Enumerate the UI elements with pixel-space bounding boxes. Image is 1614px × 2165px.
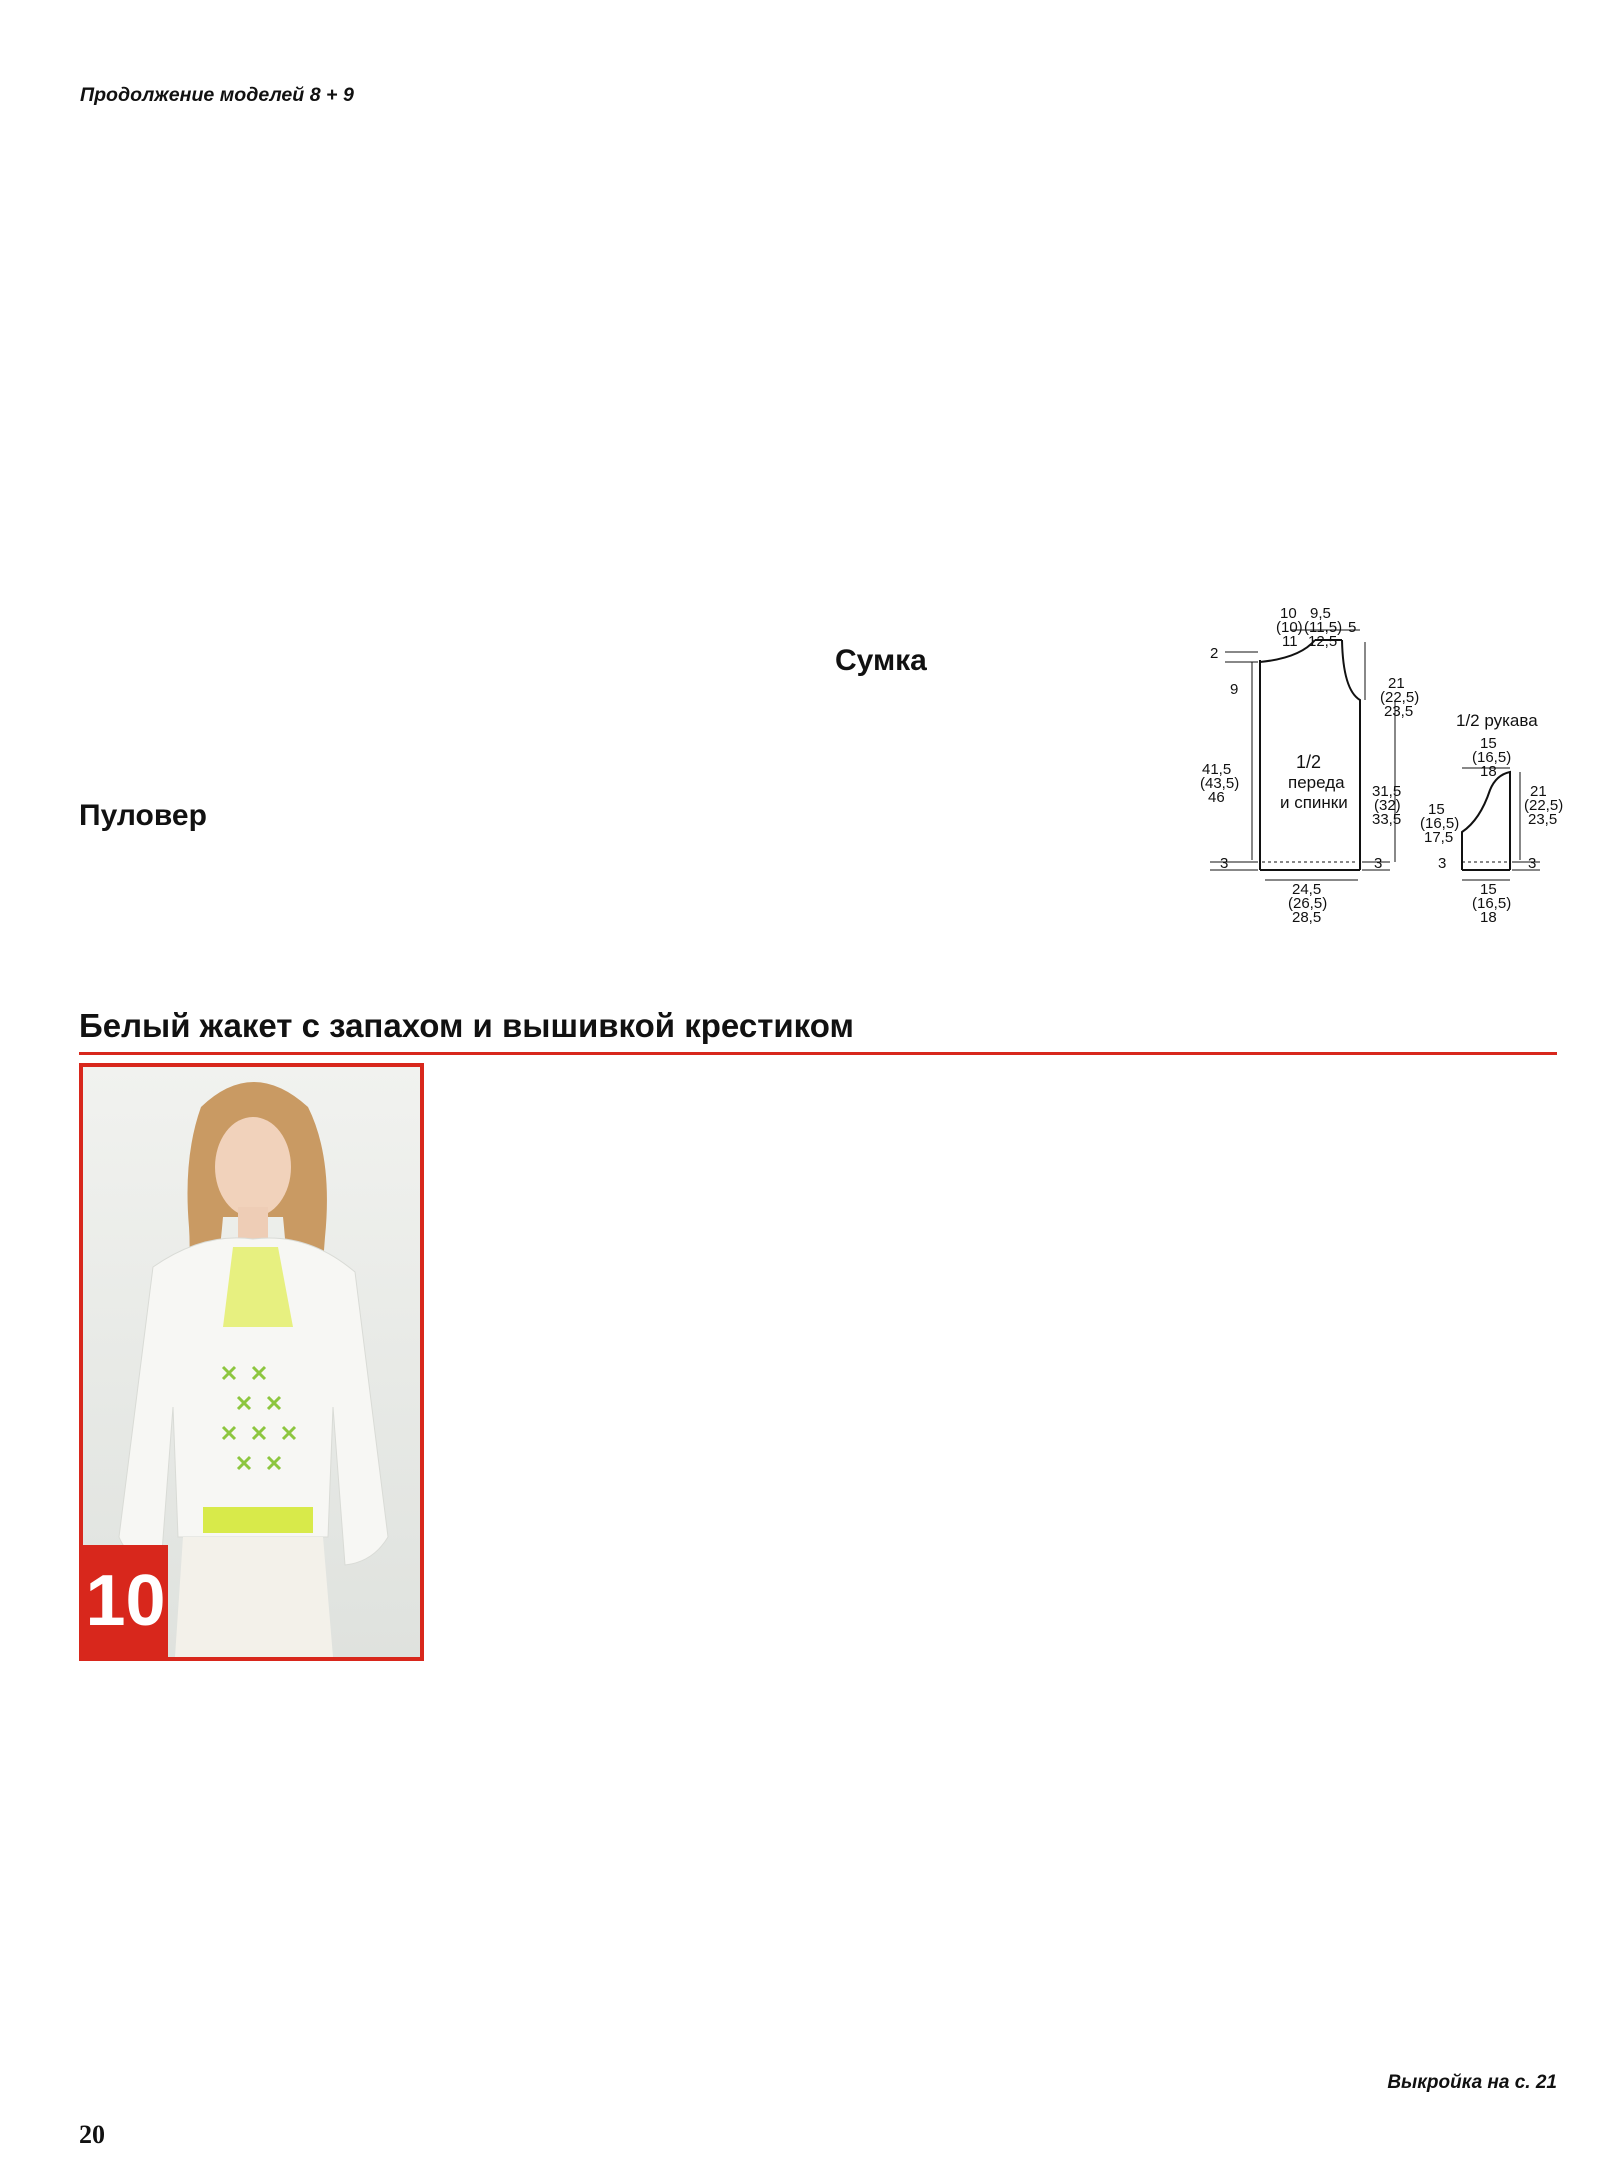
dim-top-a3: 11 bbox=[1282, 633, 1298, 650]
sleeve-top-3: 18 bbox=[1480, 763, 1497, 780]
dim-rib: 3 bbox=[1220, 855, 1229, 872]
dim-top-b: 9,5 bbox=[1310, 605, 1331, 622]
section-title-pulover: Пуловер bbox=[79, 799, 207, 832]
dim-length-3: 46 bbox=[1208, 789, 1225, 806]
dim-neck-front: 9 bbox=[1230, 681, 1239, 698]
sleeve-bottom-1: 15 bbox=[1480, 881, 1497, 898]
model10-title-rule bbox=[79, 1052, 1557, 1055]
dim-top-a2: (10) bbox=[1276, 619, 1303, 636]
dim-rib2: 3 bbox=[1374, 855, 1383, 872]
dim-length-1: 41,5 bbox=[1202, 761, 1232, 778]
dim-length-2: (43,5) bbox=[1200, 775, 1240, 792]
page-number: 20 bbox=[79, 2120, 105, 2149]
model10-title: Белый жакет с запахом и вышивкой крестиком bbox=[79, 1007, 854, 1044]
body-label-3: и спинки bbox=[1280, 793, 1348, 812]
section-title-sumka: Сумка bbox=[835, 644, 927, 677]
sleeve-top-1: 15 bbox=[1480, 735, 1497, 752]
dim-side-2: (32) bbox=[1374, 797, 1401, 814]
sleeve-rib2: 3 bbox=[1528, 855, 1537, 872]
sleeve-outline bbox=[1462, 772, 1510, 870]
pattern-schematic bbox=[1200, 600, 1600, 960]
sleeve-bottom-3: 18 bbox=[1480, 909, 1497, 926]
sleeve-bottom-2: (16,5) bbox=[1472, 895, 1512, 912]
sleeve-cap-3: 23,5 bbox=[1528, 811, 1558, 828]
sleeve-left-1: 15 bbox=[1428, 801, 1445, 818]
body-rib bbox=[1210, 862, 1390, 870]
dim-width-3: 28,5 bbox=[1292, 909, 1322, 926]
dim-armhole-2: (22,5) bbox=[1380, 689, 1420, 706]
dim-neck-depth: 2 bbox=[1210, 645, 1219, 662]
dim-armhole-1: 21 bbox=[1388, 675, 1405, 692]
dim-top-b3: 12,5 bbox=[1308, 633, 1338, 650]
model-number-badge: 10 bbox=[83, 1545, 168, 1657]
dim-armhole-3: 23,5 bbox=[1384, 703, 1414, 720]
dim-side-3: 33,5 bbox=[1372, 811, 1402, 828]
sleeve-left-3: 17,5 bbox=[1424, 829, 1454, 846]
dim-top-a: 10 bbox=[1280, 605, 1297, 622]
sleeve-cap-1: 21 bbox=[1530, 783, 1547, 800]
sleeve-cap-2: (22,5) bbox=[1524, 797, 1564, 814]
dim-top-c: 5 bbox=[1348, 619, 1357, 636]
top-col-1 bbox=[80, 82, 425, 108]
body-label-1: 1/2 bbox=[1296, 752, 1322, 772]
body-label-2: переда bbox=[1288, 773, 1345, 792]
dim-width-2: (26,5) bbox=[1288, 895, 1328, 912]
footer-ref: Выкройка на с. 21 bbox=[1387, 2072, 1557, 2093]
sleeve-title: 1/2 рукава bbox=[1456, 711, 1538, 730]
dim-side-1: 31,5 bbox=[1372, 783, 1402, 800]
sleeve-rib: 3 bbox=[1438, 855, 1447, 872]
dim-width-1: 24,5 bbox=[1292, 881, 1322, 898]
continuation-title: Продолжение моделей 8 + 9 bbox=[80, 84, 354, 106]
sleeve-top-2: (16,5) bbox=[1472, 749, 1512, 766]
sleeve-left-2: (16,5) bbox=[1420, 815, 1460, 832]
dim-top-b2: (11,5) bbox=[1304, 619, 1343, 636]
